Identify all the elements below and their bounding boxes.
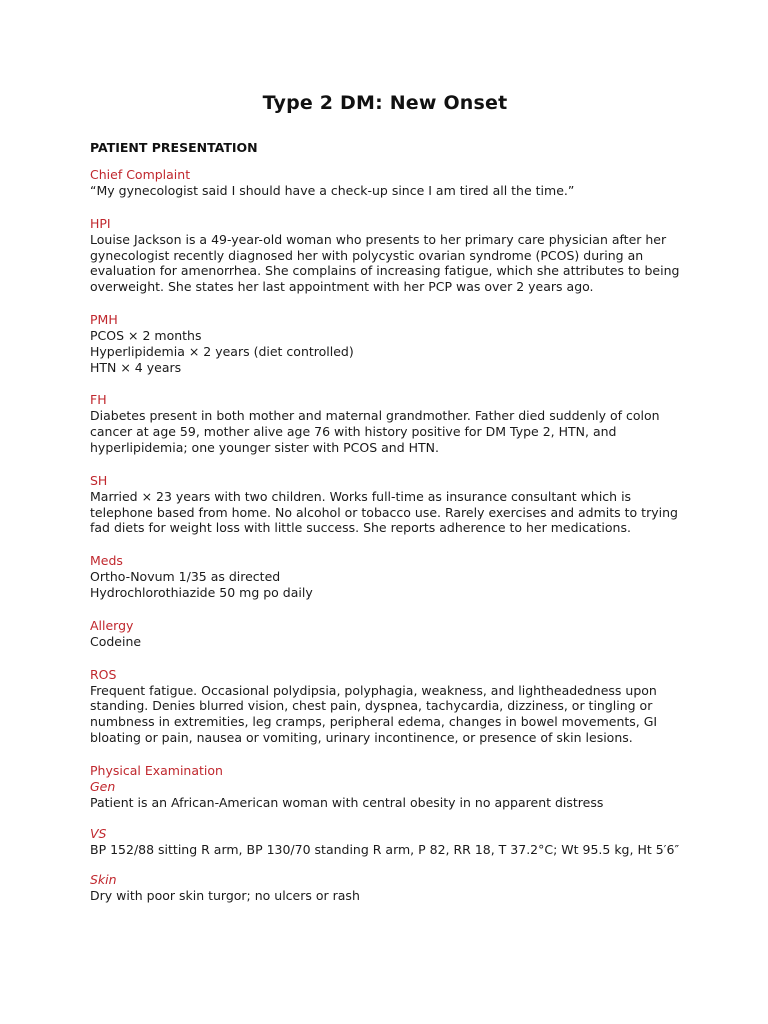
gen-text: Patient is an African-American woman with central obesity in no apparent distress bbox=[90, 794, 604, 810]
pmh-label: PMH bbox=[90, 311, 118, 327]
pmh-list bbox=[90, 328, 690, 375]
allergy-text: Codeine bbox=[90, 633, 142, 649]
pmh-item: HTN × 4 years bbox=[90, 359, 182, 375]
section-heading: PATIENT PRESENTATION bbox=[90, 140, 258, 155]
gen-label: Gen bbox=[90, 778, 116, 794]
document-page bbox=[90, 92, 690, 921]
physical-exam-label: Physical Examination bbox=[90, 762, 223, 778]
hpi-text: Louise Jackson is a 49-year-old woman who presents to her primary care physician after her gynecologist recently diagnosed her with polycystic ovarian syndrome (PCOS) during an evaluation for amenorrhea. She complains of increasing fatigue, which she attributes to being overweight. She states her last appointment with her PCP was over 2 years ago. bbox=[90, 231, 680, 295]
allergy-label: Allergy bbox=[90, 617, 134, 633]
sh-text: Married × 23 years with two children. Works full-time as insurance consultant which is telephone based from home. No alcohol or tobacco use. Rarely exercises and admits to trying fad diets for weight loss with little success. She reports adherence to her medications. bbox=[90, 488, 678, 536]
pmh-item: PCOS × 2 months bbox=[90, 327, 202, 343]
ros-block bbox=[90, 667, 690, 746]
physical-exam-block bbox=[90, 763, 690, 904]
vs-block bbox=[90, 826, 690, 858]
document-title: Type 2 DM: New Onset bbox=[262, 92, 508, 114]
fh-text: Diabetes present in both mother and maternal grandmother. Father died suddenly of colon cancer at age 59, mother alive age 76 with history positive for DM Type 2, HTN, and hyperlipidemia; one younger sister with PCOS and HTN. bbox=[90, 408, 660, 455]
sh-label: SH bbox=[90, 472, 108, 488]
hpi-label: HPI bbox=[90, 215, 111, 231]
meds-block bbox=[90, 553, 690, 601]
sh-block bbox=[90, 473, 690, 536]
skin-block bbox=[90, 872, 690, 904]
skin-label: Skin bbox=[90, 872, 117, 888]
chief-complaint-block bbox=[90, 167, 690, 199]
med-item: Hydrochlorothiazide 50 mg po daily bbox=[90, 584, 313, 600]
allergy-block bbox=[90, 618, 690, 650]
ros-text: Frequent fatigue. Occasional polydipsia, polyphagia, weakness, and lightheadedness upon standing. Denies blurred vision, chest pain, dyspnea, tachycardia, dizziness, or tingling or numbness in extremities, leg cramps, peripheral edema, changes in bowel movements, GI bloating or pain, nausea or vomiting, urinary incontinence, or presence of skin lesions. bbox=[90, 682, 658, 745]
fh-label: FH bbox=[90, 392, 107, 408]
skin-text: Dry with poor skin turgor; no ulcers or rash bbox=[90, 888, 360, 904]
fh-block bbox=[90, 392, 690, 455]
pmh-block bbox=[90, 312, 690, 375]
chief-complaint-label: Chief Complaint bbox=[90, 167, 191, 182]
ros-label: ROS bbox=[90, 666, 117, 682]
gen-block bbox=[90, 779, 690, 811]
meds-list bbox=[90, 569, 690, 601]
meds-label: Meds bbox=[90, 553, 123, 569]
hpi-block bbox=[90, 216, 690, 295]
vs-label: VS bbox=[90, 825, 107, 841]
chief-complaint-text: “My gynecologist said I should have a check-up since I am tired all the time.” bbox=[90, 183, 575, 198]
med-item: Ortho-Novum 1/35 as directed bbox=[90, 569, 281, 585]
pmh-item: Hyperlipidemia × 2 years (diet controlled) bbox=[90, 343, 354, 359]
vs-text: BP 152/88 sitting R arm, BP 130/70 standing R arm, P 82, RR 18, T 37.2°C; Wt 95.5 kg, Ht 5′6″ bbox=[90, 841, 680, 857]
